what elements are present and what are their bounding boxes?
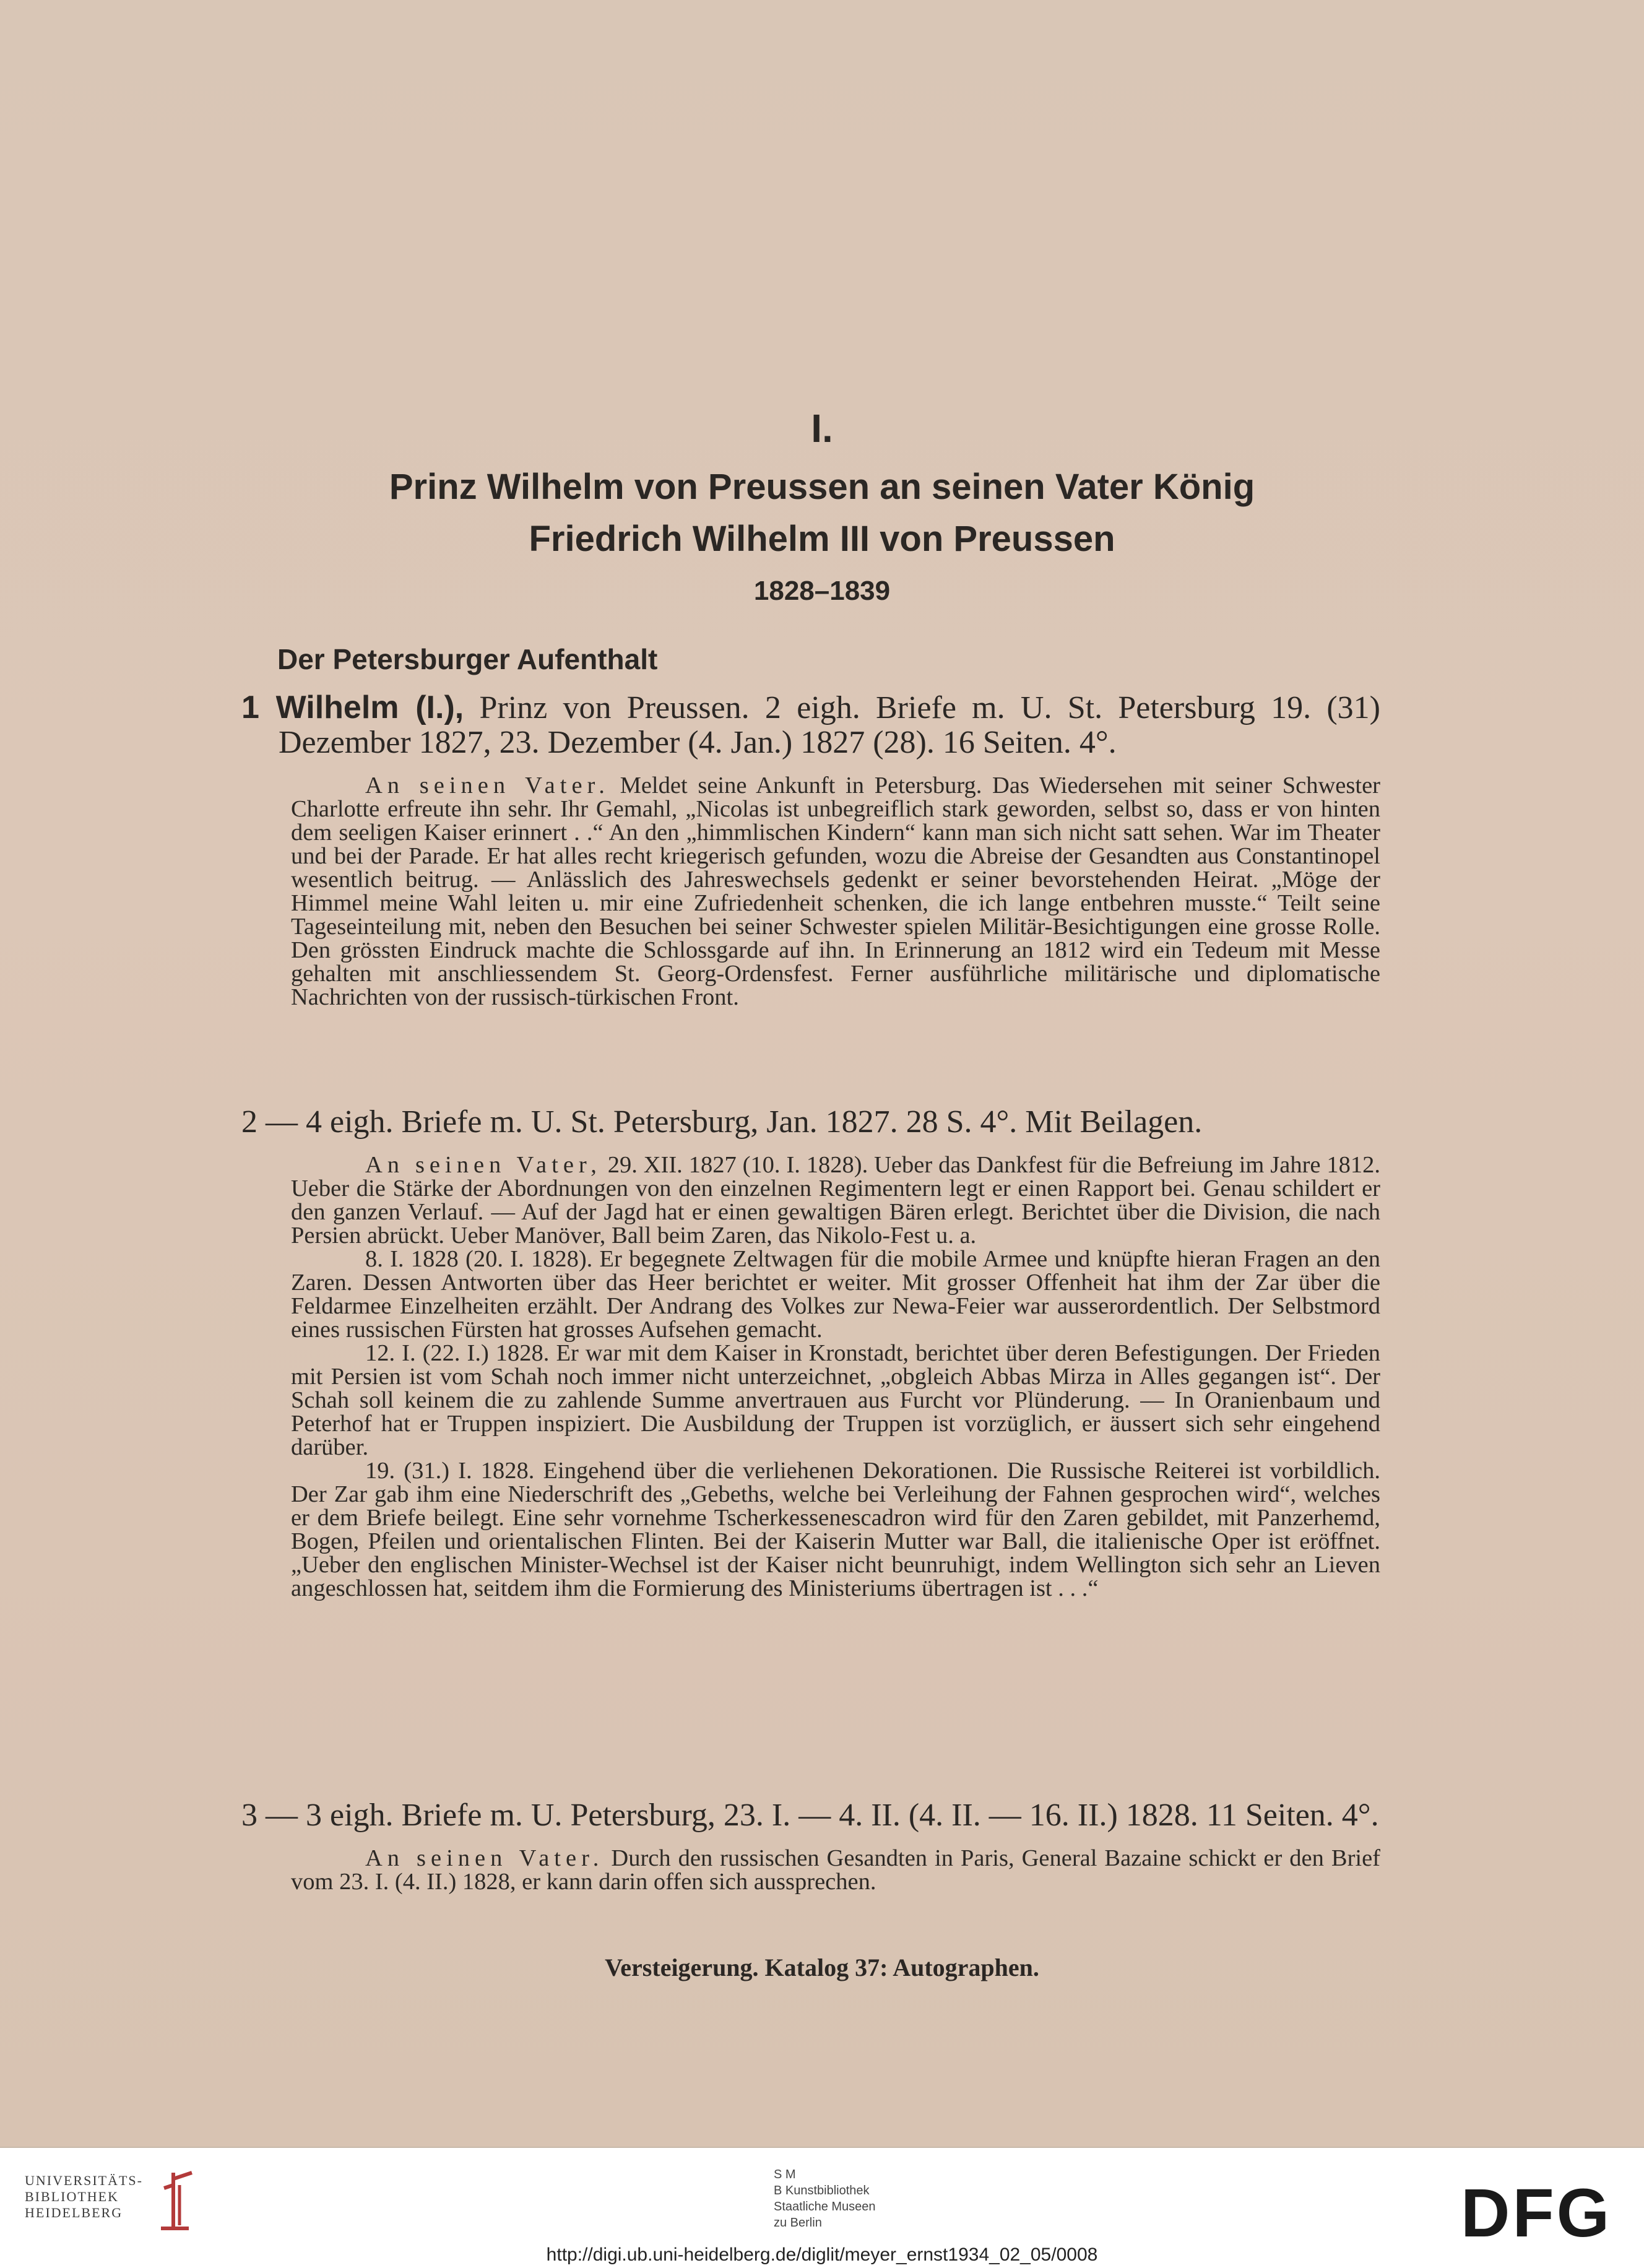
dfg-logo: DFG — [1461, 2175, 1612, 2251]
description-paragraph: An seinen Vater. Meldet seine Ankunft in Petersburg. Das Wiedersehen mit seiner Schwester Charlotte erfreute ihn sehr. Ihr Gemahl, „Nicolas ist unbegreiflich stark geworden, selbst so, dass er von hinten dem seeligen Kaiser erinnert . .“ An den „himmlischen Kindern“ kann man sich nicht satt sehen. War im Theater und bei der Parade. Er hat alles recht kriegerisch gefunden, wozu die Abreise der Gesandten aus Constantinopel wesentlich beitrug. — Anlässlich des Jahreswechsels gedenkt er seiner bevorstehenden Heirat. „Möge der Himmel meine Wahl leiten u. mir eine Zufriedenheit schenken, die ich lange entbehren musste.“ Teilt seine Tageseinteilung mit, neben den Besuchen bei seiner Schwester spielen Militär-Besichtigungen eine grosse Rolle. Den grössten Eindruck machte die Schlossgarde auf ihn. In Erinnerung an 1812 wird ein Tedeum mit Messe gehalten mit anschliessendem St. Georg-Ordensfest. Ferner ausführliche militärische und diplomatische Nachrichten von der russisch-türkischen Front. — [291, 773, 1380, 1010]
addressee-lead: An seinen Vater, — [365, 1152, 602, 1178]
museum-credit: S M B Kunstbibliothek Staatliche Museen zu Berlin — [774, 2168, 876, 2230]
entry-heading — [241, 690, 1380, 760]
university-logo-icon — [149, 2166, 198, 2235]
entry-heading-text: Prinz von Preussen. 2 eigh. Briefe m. U. St. Petersburg 19. (31) Dezember 1827, 23. Dezember (4. Jan.) 1827 (28). 16 Seiten. 4°. — [279, 690, 1380, 760]
entry-heading-bold: 1 Wilhelm (I.), — [241, 690, 464, 725]
description-paragraph: 8. I. 1828 (20. I. 1828). Er begegnete Zeltwagen für die mobile Armee und knüpfte hieran Fragen an den Zaren. Dessen Antworten über das Heer berichtet er weiter. Mit grosser Offenheit hat ihm der Zar über die Feldarmee Einzelheiten erzählt. Der Andrang des Volkes zur Newa-Feier war ausserordentlich. Der Selbstmord eines russischen Fürsten hat grosses Aufsehen gemacht. — [291, 1246, 1380, 1343]
addressee-lead: An seinen Vater. — [365, 773, 610, 799]
description-paragraph: An seinen Vater, 29. XII. 1827 (10. I. 1828). Ueber das Dankfest für die Befreiung im Jahre 1812. Ueber die Stärke der Abordnungen von den einzelnen Regimentern legt er einen Rapport bei. Genau schildert er den ganzen Verlauf. — Auf der Jagd hat er einen gewaltigen Bären erlegt. Berichtet über die Division, die nach Persien abrückt. Ueber Manöver, Ball beim Zaren, das Nikolo-Fest u. a. — [291, 1152, 1380, 1249]
entry-description — [241, 774, 1380, 1009]
entry-heading-text: 3 — 3 eigh. Briefe m. U. Petersburg, 23. I. — 4. II. (4. II. — 16. II.) 1828. 11 Seiten. 4°. — [241, 1798, 1379, 1833]
catalog-entry-1 — [241, 690, 1380, 1009]
catalog-entry-3 — [241, 1798, 1380, 1894]
entry-description — [241, 1846, 1380, 1894]
description-paragraph: An seinen Vater. Durch den russischen Gesandten in Paris, General Bazaine schickt er den Brief vom 23. I. (4. II.) 1828, er kann darin offen sich aussprechen. — [291, 1845, 1380, 1895]
permalink-url[interactable]: http://digi.ub.uni-heidelberg.de/diglit/meyer_ernst1934_02_05/0008 — [546, 2244, 1098, 2265]
entry-heading-text: 2 — 4 eigh. Briefe m. U. St. Petersburg, Jan. 1827. 28 S. 4°. Mit Beilagen. — [241, 1104, 1203, 1140]
description-paragraph: 12. I. (22. I.) 1828. Er war mit dem Kaiser in Kronstadt, berichtet über deren Befestigungen. Der Frieden mit Persien ist vom Schah noch immer nicht unterzeichnet, „obgleich Abbas Mirza in Alles gegangen ist“. Der Schah soll keinem die zu zahlende Summe anvertrauen aus Furcht vor Plünderung. — In Oranienbaum und Peterhof hat er Truppen inspiziert. Die Ausbildung der Truppen ist vorzüglich, er äussert sich sehr eingehend darüber. — [291, 1340, 1380, 1460]
chapter-number: I. — [811, 406, 833, 451]
entry-heading — [241, 1105, 1380, 1140]
university-library-label: UNIVERSITÄTS- BIBLIOTHEK HEIDELBERG — [25, 2173, 143, 2220]
page-footer: Versteigerung. Katalog 37: Autographen. — [605, 1954, 1039, 1981]
chapter-title-line-2: Friedrich Wilhelm III von Preussen — [529, 519, 1115, 559]
chapter-title-line-1: Prinz Wilhelm von Preussen an seinen Vater König — [389, 467, 1255, 507]
description-paragraph: 19. (31.) I. 1828. Eingehend über die verliehenen Dekorationen. Die Russische Reiterei ist vorbildlich. Der Zar gab ihm eine Niederschrift des „Gebeths, welche bei Verleihung der Fahnen gesprochen wird“, welches er dem Briefe beilegt. Eine sehr vornehme Tscherkessenescadron wird für den Zaren gebildet, mit Panzerhemd, Bogen, Pfeilen und orientalischen Flinten. Bei der Kaiserin Mutter war Ball, die italienische Oper ist eröffnet. „Ueber den englischen Minister-Wechsel ist der Kaiser nicht beunruhigt, indem Wellington sich sehr an Lieven angeschlossen hat, seitdem ihm die Formierung des Ministeriums übertragen ist . . .“ — [291, 1458, 1380, 1601]
entry-description — [241, 1153, 1380, 1600]
chapter-title — [0, 461, 1644, 565]
addressee-lead: An seinen Vater. — [365, 1845, 604, 1871]
entry-heading — [241, 1798, 1380, 1833]
catalog-entry-2 — [241, 1105, 1380, 1600]
chapter-years: 1828–1839 — [753, 576, 891, 606]
section-heading: Der Petersburger Aufenthalt — [277, 643, 658, 675]
